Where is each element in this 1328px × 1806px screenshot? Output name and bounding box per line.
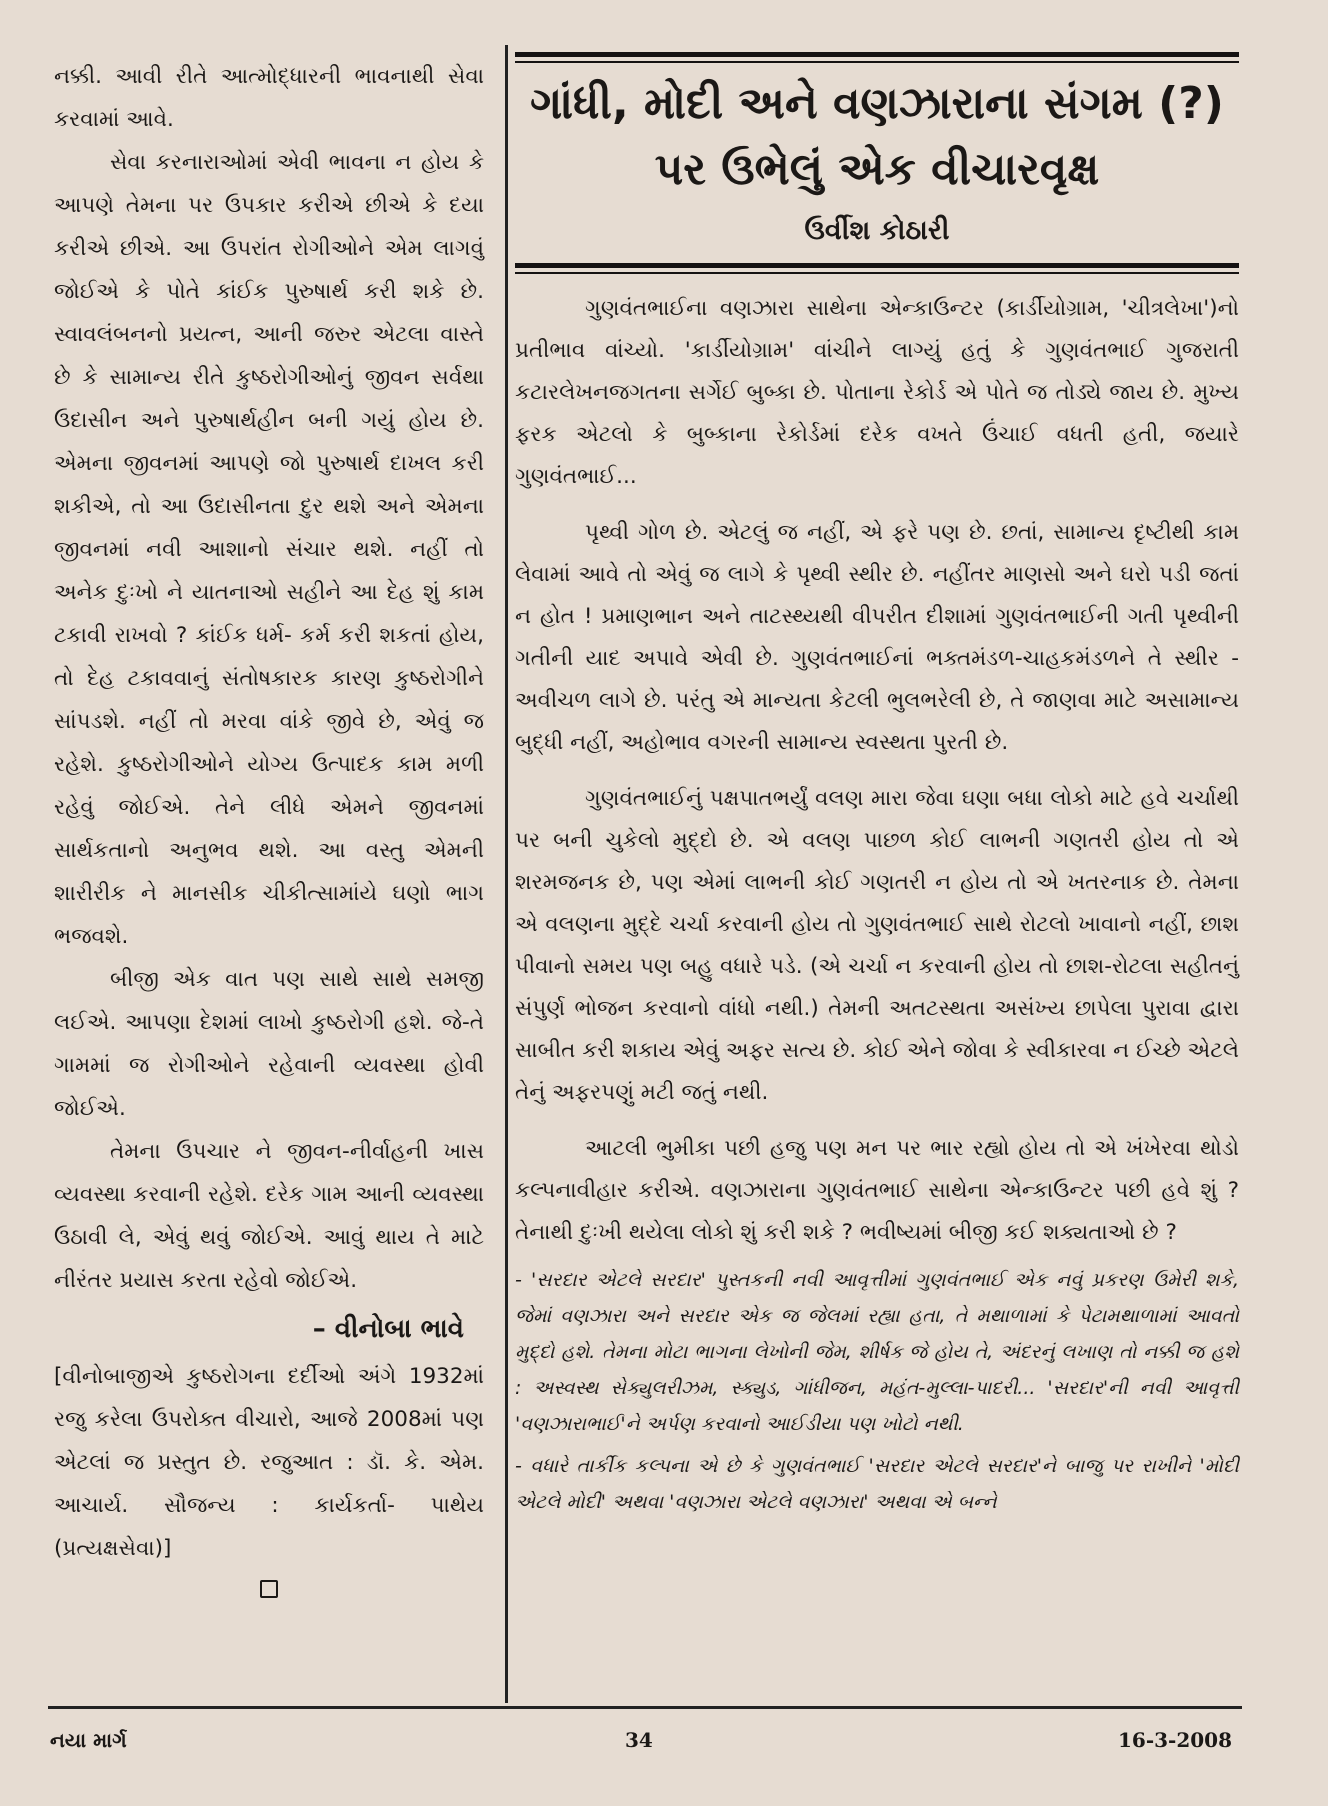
magazine-name: નયા માર્ગ: [50, 1728, 127, 1752]
title-bottom-rule: [515, 263, 1239, 268]
bullet-list: [515, 1262, 1239, 1520]
page-number: 34: [625, 1728, 653, 1752]
column-divider: [505, 45, 508, 1703]
author-signature: – વીનોબા ભાવે: [312, 1314, 464, 1344]
title-top-rule: [515, 52, 1239, 57]
editor-note: [વીનોબાજીએ કુષ્ઠરોગના દર્દીઓ અંગે 1932માં રજુ કરેલા ઉપરોક્ત વીચારો, આજે 2008માં પણ એટલાં જ પ્રસ્તુત છે. રજુઆત : ડૉ. કે. એમ. આચાર્ય. સૌજન્ય : કાર્યકર્તા- પાથેય (પ્રત્યક્ષસેવા)]: [54, 1364, 484, 1561]
bullet-item: - વધારે તાર્કીક કલ્પના એ છે કે ગુણવંતભાઈ 'સરદાર એટલે સરદાર'ને બાજુ પર રાખીને 'મોદી એટલે મોદી' અથવા 'વણઝારા એટલે વણઝારા' અથવા એ બન્ને: [515, 1455, 1239, 1513]
article-title: ગાંધી, મોદી અને વણઝારાના સંગમ (?) પર ઉભેલું એક વીચારવૃક્ષ: [530, 78, 1224, 195]
article-paragraph: ગુણવંતભાઈનું પક્ષપાતભર્યું વલણ મારા જેવા ઘણા બધા લોકો માટે હવે ચર્ચાથી પર બની ચુકેલો મુદ્દો છે. એ વલણ પાછળ કોઈ લાભની ગણતરી હોય તો એ શરમજનક છે, પણ એમાં લાભની કોઈ ગણતરી ન હોય તો એ ખતરનાક છે. તેમના એ વલણના મુદ્દે ચર્ચા કરવાની હોય તો ગુણવંતભાઈ સાથે રોટલો ખાવાનો નહીં, છાશ પીવાનો સમય પણ બહુ વધારે પડે. (એ ચર્ચા ન કરવાની હોય તો છાશ-રોટલા સહીતનું સંપુર્ણ ભોજન કરવાનો વાંધો નથી.) તેમની અતટસ્થતા અસંખ્ય છાપેલા પુરાવા દ્વારા સાબીત કરી શકાય એવું અફર સત્ય છે. કોઈ એને જોવા કે સ્વીકારવા ન ઈચ્છે એટલે તેનું અફરપણું મટી જતું નથી.: [515, 786, 1239, 1105]
article-author: ઉર્વીશ કોઠારી: [804, 215, 950, 246]
title-top-rule-thin: [515, 61, 1239, 63]
left-paragraph: નક્કી. આવી રીતે આત્મોદ્ધારની ભાવનાથી સેવા કરવામાં આવે.: [54, 64, 484, 132]
article-paragraph: ગુણવંતભાઈના વણઝારા સાથેના એન્કાઉન્ટર (કાર્ડીયોગ્રામ, 'ચીત્રલેખા')નો પ્રતીભાવ વાંચ્યો. 'કાર્ડીયોગ્રામ' વાંચીને લાગ્યું હતું કે ગુણવંતભાઈ ગુજરાતી કટારલેખનજગતના સર્ગેઈ બુબ્કા છે. પોતાના રેકોર્ડ એ પોતે જ તોડ્યે જાય છે. મુખ્ય ફરક એટલો કે બુબ્કાના રેકોર્ડમાં દરેક વખતે ઉંચાઈ વધતી હતી, જયારે ગુણવંતભાઈ...: [515, 296, 1239, 489]
end-of-article-box-icon: [260, 1580, 278, 1598]
title-bottom-rule-thin: [515, 272, 1239, 274]
issue-date: 16-3-2008: [1117, 1728, 1232, 1752]
bullet-item: - 'સરદાર એટલે સરદાર' પુસ્તકની નવી આવૃત્તીમાં ગુણવંતભાઈ એક નવું પ્રકરણ ઉમેરી શકે, જેમાં વણઝારા અને સરદાર એક જ જેલમાં રહ્યા હતા, તે મથાળામાં કે પેટામથાળામાં આવતો મુદ્દો હશે. તેમના મોટા ભાગના લેખોની જેમ, શીર્ષક જે હોય તે, અંદરનું લખાણ તો નક્કી જ હશે : અસ્વસ્થ સેક્યુલરીઝમ, સ્ક્યુડ, ગાંધીજન, મહંત-મુલ્લા-પાદરી... 'સરદાર'ની નવી આવૃત્તી 'વણઝારાભાઈ'ને અર્પણ કરવાનો આઈડીયા પણ ખોટો નથી.: [515, 1269, 1239, 1435]
left-paragraph: બીજી એક વાત પણ સાથે સાથે સમજી લઈએ. આપણા દેશમાં લાખો કુષ્ઠરોગી હશે. જે-તે ગામમાં જ રોગીઓને રહેવાની વ્યવસ્થા હોવી જોઈએ.: [54, 967, 484, 1121]
article-paragraph: પૃથ્વી ગોળ છે. એટલું જ નહીં, એ ફરે પણ છે. છતાં, સામાન્ય દૃષ્ટીથી કામ લેવામાં આવે તો એવું જ લાગે કે પૃથ્વી સ્થીર છે. નહીંતર માણસો અને ઘરો પડી જતાં ન હોત ! પ્રમાણભાન અને તાટસ્થ્યથી વીપરીત દીશામાં ગુણવંતભાઈની ગતી પૃથ્વીની ગતીની યાદ અપાવે એવી છે. ગુણવંતભાઈનાં ભક્તમંડળ-ચાહકમંડળને તે સ્થીર - અવીચળ લાગે છે. પરંતુ એ માન્યતા કેટલી ભુલભરેલી છે, તે જાણવા માટે અસામાન્ય બુદ્ધી નહીં, અહોભાવ વગરની સામાન્ય સ્વસ્થતા પુરતી છે.: [515, 520, 1239, 755]
footer-rule: [48, 1706, 1242, 1709]
left-column: [54, 55, 484, 1598]
right-column: [515, 52, 1239, 1520]
left-paragraph: તેમના ઉપચાર ને જીવન-નીર્વાહની ખાસ વ્યવસ્થા કરવાની રહેશે. દરેક ગામ આની વ્યવસ્થા ઉઠાવી લે, એવું થવું જોઈએ. આવું થાય તે માટે નીરંતર પ્રયાસ કરતા રહેવો જોઈએ.: [54, 1139, 484, 1293]
article-paragraph: આટલી ભુમીકા પછી હજુ પણ મન પર ભાર રહ્યો હોય તો એ ખંખેરવા થોડો કલ્પનાવીહાર કરીએ. વણઝારાના ગુણવંતભાઈ સાથેના એન્કાઉન્ટર પછી હવે શું ? તેનાથી દુઃખી થયેલા લોકો શું કરી શકે ? ભવીષ્યમાં બીજી કઈ શક્યતાઓ છે ?: [515, 1136, 1239, 1245]
left-paragraph: સેવા કરનારાઓમાં એવી ભાવના ન હોય કે આપણે તેમના પર ઉપકાર કરીએ છીએ કે દયા કરીએ છીએ. આ ઉપરાંત રોગીઓને એમ લાગવું જોઈએ કે પોતે કાંઈક પુરુષાર્થ કરી શકે છે. સ્વાવલંબનનો પ્રયત્ન, આની જરુર એટલા વાસ્તે છે કે સામાન્ય રીતે કુષ્ઠરોગીઓનું જીવન સર્વથા ઉદાસીન અને પુરુષાર્થહીન બની ગયું હોય છે. એમના જીવનમાં આપણે જો પુરુષાર્થ દાખલ કરી શકીએ, તો આ ઉદાસીનતા દુર થશે અને એમના જીવનમાં નવી આશાનો સંચાર થશે. નહીં તો અનેક દુઃખો ને યાતનાઓ સહીને આ દેહ શું કામ ટકાવી રાખવો ? કાંઈક ધર્મ- કર્મ કરી શકતાં હોય, તો દેહ ટકાવવાનું સંતોષકારક કારણ કુષ્ઠરોગીને સાંપડશે. નહીં તો મરવા વાંકે જીવે છે, એવું જ રહેશે. કુષ્ઠરોગીઓને યોગ્ય ઉત્પાદક કામ મળી રહેવું જોઈએ. તેને લીધે એમને જીવનમાં સાર્થકતાનો અનુભવ થશે. આ વસ્તુ એમની શારીરીક ને માનસીક ચીકીત્સામાંયે ઘણો ભાગ ભજવશે.: [54, 150, 484, 949]
